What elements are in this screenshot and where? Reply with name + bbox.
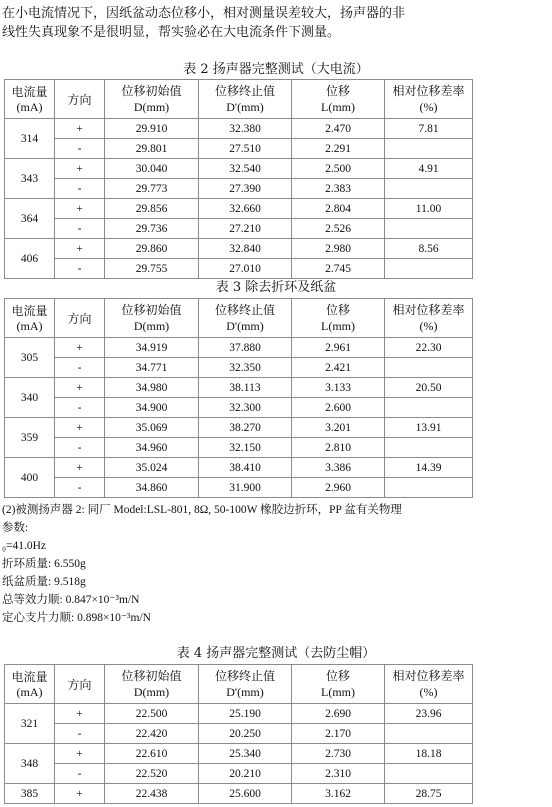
end-cell: 25.190 bbox=[199, 704, 292, 724]
end-cell: 32.540 bbox=[199, 159, 292, 179]
displacement-header bbox=[292, 80, 385, 119]
displacement-cell: 2.810 bbox=[292, 438, 385, 458]
table-row bbox=[5, 438, 473, 458]
error-rate-cell bbox=[385, 438, 473, 458]
end-header bbox=[199, 80, 292, 119]
table-row bbox=[5, 478, 473, 498]
end-header bbox=[199, 299, 292, 338]
end-cell: 32.150 bbox=[199, 438, 292, 458]
current-cell: 340 bbox=[5, 378, 55, 418]
start-cell: 29.801 bbox=[105, 139, 199, 159]
table-row bbox=[5, 219, 473, 239]
start-header bbox=[105, 665, 199, 704]
error-rate-header-line: 相对位移差率 bbox=[392, 669, 465, 683]
error-rate-cell bbox=[385, 724, 473, 744]
direction-header: 方向 bbox=[55, 80, 105, 119]
speaker-note: (2)被测扬声器 2: 同厂 Model:LSL-801, 8Ω, 50-100W 橡胶边折环，PP 盆有关物理 bbox=[2, 504, 402, 516]
table-2 bbox=[4, 79, 473, 279]
end-cell: 25.600 bbox=[199, 784, 292, 804]
end-cell: 38.270 bbox=[199, 418, 292, 438]
start-header bbox=[105, 80, 199, 119]
displacement-header bbox=[292, 665, 385, 704]
displacement-cell: 3.201 bbox=[292, 418, 385, 438]
intro-line-2: 线性失真现象不是很明显，帮实验必在大电流条件下测量。 bbox=[2, 25, 341, 40]
end-header-line: 位移终止值 bbox=[214, 84, 275, 98]
direction-cell: + bbox=[55, 784, 105, 804]
displacement-cell: 2.500 bbox=[292, 159, 385, 179]
direction-header: 方向 bbox=[55, 665, 105, 704]
error-rate-cell: 8.56 bbox=[385, 239, 473, 259]
table-2-caption: 表 2 扬声器完整测试（大电流） bbox=[183, 62, 369, 77]
error-rate-header-line: 相对位移差率 bbox=[392, 84, 465, 98]
current-cell: 400 bbox=[5, 458, 55, 498]
current-cell: 385 bbox=[5, 784, 55, 804]
cone-mass: 纸盆质量: 9.518g bbox=[2, 576, 86, 588]
direction-cell: + bbox=[55, 458, 105, 478]
direction-cell: - bbox=[55, 398, 105, 418]
direction-cell: + bbox=[55, 119, 105, 139]
intro-paragraph bbox=[2, 4, 405, 42]
displacement-cell: 2.383 bbox=[292, 179, 385, 199]
error-rate-header bbox=[385, 80, 473, 119]
direction-cell: - bbox=[55, 764, 105, 784]
current-cell: 364 bbox=[5, 199, 55, 239]
error-rate-header bbox=[385, 665, 473, 704]
start-cell: 29.736 bbox=[105, 219, 199, 239]
current-cell: 343 bbox=[5, 159, 55, 199]
displacement-cell: 3.162 bbox=[292, 784, 385, 804]
start-cell: 34.900 bbox=[105, 398, 199, 418]
displacement-cell: 2.421 bbox=[292, 358, 385, 378]
displacement-cell: 2.470 bbox=[292, 119, 385, 139]
displacement-cell: 2.980 bbox=[292, 239, 385, 259]
current-header: 电流量(mA) bbox=[5, 665, 55, 704]
spider-compliance: 定心支片力顺: 0.898×10⁻³m/N bbox=[2, 612, 151, 624]
error-rate-header bbox=[385, 299, 473, 338]
displacement-cell: 3.133 bbox=[292, 378, 385, 398]
start-cell: 22.420 bbox=[105, 724, 199, 744]
table-row bbox=[5, 119, 473, 139]
displacement-cell: 2.961 bbox=[292, 338, 385, 358]
start-header bbox=[105, 299, 199, 338]
start-cell: 34.919 bbox=[105, 338, 199, 358]
end-cell: 38.410 bbox=[199, 458, 292, 478]
table-row bbox=[5, 764, 473, 784]
table-row bbox=[5, 458, 473, 478]
start-cell: 29.910 bbox=[105, 119, 199, 139]
end-cell: 25.340 bbox=[199, 744, 292, 764]
start-header-line: D(mm) bbox=[133, 319, 170, 333]
displacement-cell: 2.730 bbox=[292, 744, 385, 764]
direction-cell: + bbox=[55, 378, 105, 398]
start-cell: 29.773 bbox=[105, 179, 199, 199]
error-rate-header-line: (%) bbox=[419, 100, 438, 114]
direction-cell: - bbox=[55, 219, 105, 239]
start-cell: 34.980 bbox=[105, 378, 199, 398]
displacement-header-line: 位移 bbox=[325, 303, 350, 317]
current-cell: 348 bbox=[5, 744, 55, 784]
current-cell: 321 bbox=[5, 704, 55, 744]
error-rate-cell bbox=[385, 478, 473, 498]
displacement-cell: 2.745 bbox=[292, 259, 385, 279]
table-row bbox=[5, 378, 473, 398]
start-cell: 34.771 bbox=[105, 358, 199, 378]
start-cell: 22.610 bbox=[105, 744, 199, 764]
error-rate-cell: 28.75 bbox=[385, 784, 473, 804]
error-rate-cell: 11.00 bbox=[385, 199, 473, 219]
direction-cell: - bbox=[55, 259, 105, 279]
error-rate-header-line: (%) bbox=[419, 319, 438, 333]
table-row bbox=[5, 744, 473, 764]
end-cell: 27.210 bbox=[199, 219, 292, 239]
header-row bbox=[5, 80, 473, 119]
displacement-cell: 3.386 bbox=[292, 458, 385, 478]
end-header-line: D'(mm) bbox=[226, 685, 264, 699]
error-rate-cell: 18.18 bbox=[385, 744, 473, 764]
error-rate-cell: 14.39 bbox=[385, 458, 473, 478]
direction-cell: - bbox=[55, 139, 105, 159]
start-cell: 29.755 bbox=[105, 259, 199, 279]
error-rate-cell: 7.81 bbox=[385, 119, 473, 139]
error-rate-cell bbox=[385, 179, 473, 199]
total-compliance: 总等效力顺: 0.847×10⁻³m/N bbox=[2, 594, 140, 606]
table-4-caption: 表 4 扬声器完整测试（去防尘帽） bbox=[176, 646, 376, 661]
direction-cell: + bbox=[55, 199, 105, 219]
start-cell: 35.024 bbox=[105, 458, 199, 478]
direction-cell: - bbox=[55, 724, 105, 744]
params-label: 参数: bbox=[2, 522, 29, 534]
table-row bbox=[5, 338, 473, 358]
table-row bbox=[5, 199, 473, 219]
error-rate-cell bbox=[385, 764, 473, 784]
displacement-header-line: L(mm) bbox=[321, 100, 355, 114]
end-header bbox=[199, 665, 292, 704]
current-header: 电流量(mA) bbox=[5, 80, 55, 119]
table-row bbox=[5, 724, 473, 744]
displacement-cell: 2.960 bbox=[292, 478, 385, 498]
end-cell: 32.300 bbox=[199, 398, 292, 418]
error-rate-cell: 13.91 bbox=[385, 418, 473, 438]
end-cell: 37.880 bbox=[199, 338, 292, 358]
displacement-cell: 2.526 bbox=[292, 219, 385, 239]
direction-cell: - bbox=[55, 438, 105, 458]
error-rate-header-line: 相对位移差率 bbox=[392, 303, 465, 317]
displacement-cell: 2.291 bbox=[292, 139, 385, 159]
resonance-frequency: ₀=41.0Hz bbox=[2, 540, 47, 552]
end-cell: 32.380 bbox=[199, 119, 292, 139]
end-cell: 20.250 bbox=[199, 724, 292, 744]
direction-cell: + bbox=[55, 239, 105, 259]
error-rate-cell: 4.91 bbox=[385, 159, 473, 179]
surround-mass: 折环质量: 6.550g bbox=[2, 558, 86, 570]
end-cell: 20.210 bbox=[199, 764, 292, 784]
start-header-line: D(mm) bbox=[133, 100, 170, 114]
direction-cell: + bbox=[55, 704, 105, 724]
start-header-line: 位移初始值 bbox=[121, 669, 182, 683]
table-row bbox=[5, 179, 473, 199]
error-rate-cell bbox=[385, 398, 473, 418]
end-cell: 32.840 bbox=[199, 239, 292, 259]
displacement-cell: 2.170 bbox=[292, 724, 385, 744]
displacement-header-line: L(mm) bbox=[321, 319, 355, 333]
end-header-line: 位移终止值 bbox=[214, 303, 275, 317]
current-cell: 305 bbox=[5, 338, 55, 378]
header-row bbox=[5, 299, 473, 338]
end-header-line: D'(mm) bbox=[226, 319, 264, 333]
end-cell: 32.660 bbox=[199, 199, 292, 219]
error-rate-cell bbox=[385, 139, 473, 159]
direction-cell: - bbox=[55, 478, 105, 498]
displacement-header bbox=[292, 299, 385, 338]
error-rate-cell bbox=[385, 259, 473, 279]
start-cell: 29.860 bbox=[105, 239, 199, 259]
start-header-line: 位移初始值 bbox=[121, 303, 182, 317]
direction-header: 方向 bbox=[55, 299, 105, 338]
current-cell: 406 bbox=[5, 239, 55, 279]
error-rate-cell: 22.30 bbox=[385, 338, 473, 358]
table-4 bbox=[4, 664, 473, 804]
displacement-cell: 2.600 bbox=[292, 398, 385, 418]
start-cell: 30.040 bbox=[105, 159, 199, 179]
current-cell: 314 bbox=[5, 119, 55, 159]
end-cell: 32.350 bbox=[199, 358, 292, 378]
displacement-cell: 2.310 bbox=[292, 764, 385, 784]
displacement-header-line: 位移 bbox=[325, 84, 350, 98]
start-cell: 29.856 bbox=[105, 199, 199, 219]
start-cell: 22.438 bbox=[105, 784, 199, 804]
direction-cell: - bbox=[55, 179, 105, 199]
displacement-cell: 2.690 bbox=[292, 704, 385, 724]
direction-cell: + bbox=[55, 744, 105, 764]
error-rate-header-line: (%) bbox=[419, 685, 438, 699]
table-row bbox=[5, 704, 473, 724]
start-cell: 34.860 bbox=[105, 478, 199, 498]
error-rate-cell: 20.50 bbox=[385, 378, 473, 398]
table-row bbox=[5, 239, 473, 259]
end-cell: 27.010 bbox=[199, 259, 292, 279]
direction-cell: + bbox=[55, 418, 105, 438]
start-cell: 22.520 bbox=[105, 764, 199, 784]
displacement-header-line: 位移 bbox=[325, 669, 350, 683]
table-row bbox=[5, 784, 473, 804]
start-cell: 35.069 bbox=[105, 418, 199, 438]
start-cell: 34.960 bbox=[105, 438, 199, 458]
displacement-cell: 2.804 bbox=[292, 199, 385, 219]
error-rate-cell: 23.96 bbox=[385, 704, 473, 724]
table-row bbox=[5, 358, 473, 378]
displacement-header-line: L(mm) bbox=[321, 685, 355, 699]
table-row bbox=[5, 139, 473, 159]
end-cell: 27.390 bbox=[199, 179, 292, 199]
table-row bbox=[5, 259, 473, 279]
end-header-line: 位移终止值 bbox=[214, 669, 275, 683]
table-row bbox=[5, 398, 473, 418]
end-cell: 31.900 bbox=[199, 478, 292, 498]
end-header-line: D'(mm) bbox=[226, 100, 264, 114]
start-header-line: D(mm) bbox=[133, 685, 170, 699]
intro-line-1: 在小电流情况下，因纸盆动态位移小，相对测量误差较大，扬声器的非 bbox=[2, 6, 406, 21]
error-rate-cell bbox=[385, 358, 473, 378]
direction-cell: + bbox=[55, 159, 105, 179]
end-cell: 27.510 bbox=[199, 139, 292, 159]
table-3 bbox=[4, 298, 473, 498]
current-cell: 359 bbox=[5, 418, 55, 458]
header-row bbox=[5, 665, 473, 704]
table-row bbox=[5, 418, 473, 438]
end-cell: 38.113 bbox=[199, 378, 292, 398]
table-3-caption: 表 3 除去折环及纸盆 bbox=[215, 280, 337, 295]
start-header-line: 位移初始值 bbox=[121, 84, 182, 98]
error-rate-cell bbox=[385, 219, 473, 239]
direction-cell: + bbox=[55, 338, 105, 358]
direction-cell: - bbox=[55, 358, 105, 378]
start-cell: 22.500 bbox=[105, 704, 199, 724]
current-header: 电流量(mA) bbox=[5, 299, 55, 338]
table-row bbox=[5, 159, 473, 179]
